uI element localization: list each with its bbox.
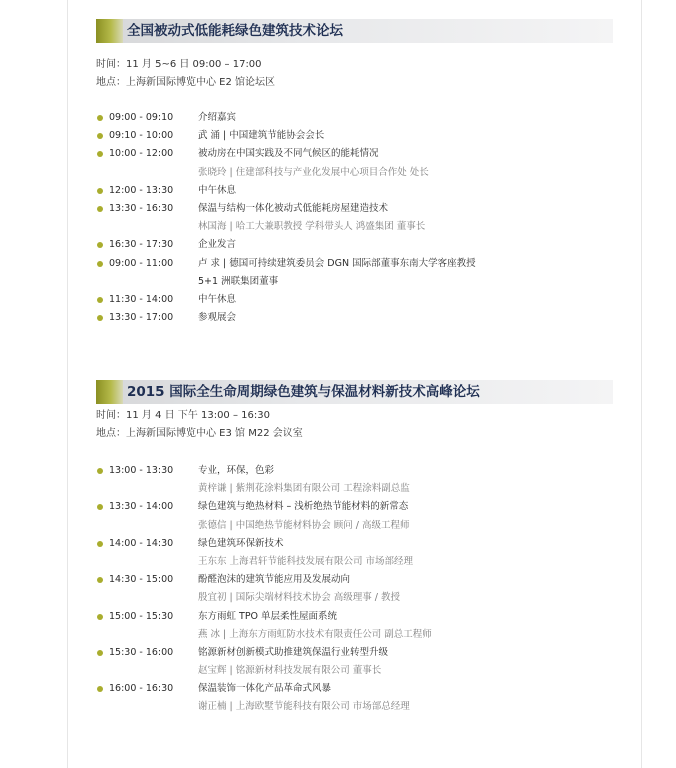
speaker-line bbox=[96, 698, 556, 716]
session-title-continuation: 5+1 洲联集团董事 bbox=[198, 275, 279, 287]
session-title: 绿色建筑环保新技术 bbox=[198, 537, 284, 549]
session-time: 16:30 - 17:30 bbox=[109, 239, 174, 251]
schedule-item bbox=[96, 109, 556, 127]
title-continuation-line bbox=[96, 273, 556, 291]
speaker-line bbox=[96, 164, 556, 182]
session-speaker: 张德信 | 中国绝热节能材料协会 顾问 / 高级工程师 bbox=[198, 519, 410, 531]
session-time: 13:30 - 16:30 bbox=[109, 202, 174, 214]
schedule-item bbox=[96, 291, 556, 309]
time-value: 11 月 5~6 日 09:00 – 17:00 bbox=[126, 59, 262, 70]
location-label: 地点： bbox=[96, 77, 126, 88]
page-right-rule bbox=[641, 0, 642, 768]
speaker-line bbox=[96, 218, 556, 236]
bullet-dot bbox=[97, 115, 103, 121]
session-title: 保温与结构一体化被动式低能耗房屋建造技术 bbox=[198, 202, 389, 214]
location-value: 上海新国际博览中心 E3 馆 M22 会议室 bbox=[126, 428, 303, 439]
session-title: 保温装饰一体化产品革命式风暴 bbox=[198, 683, 332, 695]
speaker-line bbox=[96, 553, 556, 571]
bullet-dot bbox=[97, 206, 103, 212]
schedule-item bbox=[96, 255, 556, 273]
session-title: 中午休息 bbox=[198, 184, 237, 196]
schedule-item bbox=[96, 644, 556, 662]
session-title: 铭源新材创新模式助推建筑保温行业转型升级 bbox=[198, 646, 389, 658]
session-time: 14:00 - 14:30 bbox=[109, 537, 174, 549]
bullet-dot bbox=[97, 650, 103, 656]
session-title: 企业发言 bbox=[198, 239, 237, 251]
section-time bbox=[96, 56, 262, 74]
time-value: 11 月 4 日 下午 13:00 – 16:30 bbox=[126, 410, 270, 421]
session-speaker: 张晓玲 | 住建部科技与产业化发展中心项目合作处 处长 bbox=[198, 166, 429, 178]
session-title: 东方雨虹 TPO 单层柔性屋面系统 bbox=[198, 610, 338, 622]
bullet-dot bbox=[97, 188, 103, 194]
session-speaker: 燕 冰 | 上海东方雨虹防水技术有限责任公司 副总工程师 bbox=[198, 628, 432, 640]
bullet-dot bbox=[97, 541, 103, 547]
session-time: 15:00 - 15:30 bbox=[109, 610, 174, 622]
session-time: 09:10 - 10:00 bbox=[109, 130, 174, 142]
location-value: 上海新国际博览中心 E2 馆论坛区 bbox=[126, 77, 276, 88]
session-time: 12:00 - 13:30 bbox=[109, 184, 174, 196]
section-title: 全国被动式低能耗绿色建筑技术论坛 bbox=[127, 23, 343, 39]
schedule-item bbox=[96, 571, 556, 589]
banner-accent-bar bbox=[96, 19, 123, 43]
speaker-line bbox=[96, 480, 556, 498]
session-speaker: 王东东 上海君轩节能科技发展有限公司 市场部经理 bbox=[198, 555, 414, 567]
schedule-item bbox=[96, 309, 556, 327]
session-speaker: 黄梓谦 | 紫荆花涂料集团有限公司 工程涂料副总监 bbox=[198, 483, 410, 495]
bullet-dot bbox=[97, 133, 103, 139]
session-title: 武 涌 | 中国建筑节能协会会长 bbox=[198, 130, 325, 142]
bullet-dot bbox=[97, 686, 103, 692]
schedule-item bbox=[96, 462, 556, 480]
session-title: 专业，环保，色彩 bbox=[198, 465, 275, 476]
location-label: 地点： bbox=[96, 428, 126, 439]
session-title: 被动房在中国实践及不同气候区的能耗情况 bbox=[198, 148, 379, 160]
section-location bbox=[96, 425, 303, 443]
session-time: 16:00 - 16:30 bbox=[109, 683, 174, 695]
bullet-dot bbox=[97, 297, 103, 303]
session-title: 介绍嘉宾 bbox=[198, 112, 237, 123]
page-left-rule bbox=[67, 0, 68, 768]
schedule-item bbox=[96, 236, 556, 254]
session-time: 10:00 - 12:00 bbox=[109, 148, 174, 160]
session-speaker: 殷宜初 | 国际尖端材料技术协会 高级理事 / 教授 bbox=[198, 592, 401, 604]
session-title: 参观展会 bbox=[198, 312, 237, 324]
session-time: 11:30 - 14:00 bbox=[109, 293, 174, 305]
session-title: 卢 求 | 德国可持续建筑委员会 DGN 国际部董事东南大学客座教授 bbox=[198, 257, 476, 269]
schedule-item bbox=[96, 145, 556, 163]
session-time: 09:00 - 11:00 bbox=[109, 257, 174, 269]
schedule-item bbox=[96, 182, 556, 200]
schedule-list bbox=[96, 109, 556, 327]
speaker-line bbox=[96, 589, 556, 607]
schedule-item bbox=[96, 680, 556, 698]
bullet-dot bbox=[97, 614, 103, 620]
schedule-item bbox=[96, 200, 556, 218]
schedule-item bbox=[96, 127, 556, 145]
session-time: 09:00 - 09:10 bbox=[109, 112, 174, 123]
session-title: 中午休息 bbox=[198, 293, 237, 305]
time-label: 时间： bbox=[96, 59, 126, 70]
section-time bbox=[96, 407, 270, 425]
bullet-dot bbox=[97, 261, 103, 267]
schedule-item bbox=[96, 535, 556, 553]
speaker-line bbox=[96, 662, 556, 680]
section-banner bbox=[96, 380, 613, 404]
bullet-dot bbox=[97, 577, 103, 583]
bullet-dot bbox=[97, 468, 103, 474]
section-banner bbox=[96, 19, 613, 43]
session-title: 绿色建筑与绝热材料 – 浅析绝热节能材料的新常态 bbox=[198, 501, 409, 513]
session-time: 15:30 - 16:00 bbox=[109, 646, 174, 658]
bullet-dot bbox=[97, 315, 103, 321]
speaker-line bbox=[96, 517, 556, 535]
schedule-item bbox=[96, 608, 556, 626]
section-title: 2015 国际全生命周期绿色建筑与保温材料新技术高峰论坛 bbox=[127, 384, 480, 400]
session-time: 13:30 - 17:00 bbox=[109, 312, 174, 324]
session-speaker: 赵宝辉 | 铭源新材科技发展有限公司 董事长 bbox=[198, 665, 382, 677]
session-time: 14:30 - 15:00 bbox=[109, 574, 174, 586]
bullet-dot bbox=[97, 504, 103, 510]
banner-accent-bar bbox=[96, 380, 123, 404]
speaker-line bbox=[96, 626, 556, 644]
bullet-dot bbox=[97, 151, 103, 157]
schedule-list bbox=[96, 462, 556, 717]
schedule-item bbox=[96, 498, 556, 516]
session-time: 13:00 - 13:30 bbox=[109, 465, 174, 476]
time-label: 时间： bbox=[96, 410, 126, 421]
session-speaker: 林国海 | 哈工大兼职教授 学科带头人 鸿盛集团 董事长 bbox=[198, 221, 426, 233]
bullet-dot bbox=[97, 242, 103, 248]
session-title: 酚醛泡沫的建筑节能应用及发展动向 bbox=[198, 574, 351, 586]
session-speaker: 谢正楠 | 上海欧墅节能科技有限公司 市场部总经理 bbox=[198, 701, 410, 713]
section-location bbox=[96, 74, 275, 92]
session-time: 13:30 - 14:00 bbox=[109, 501, 174, 513]
